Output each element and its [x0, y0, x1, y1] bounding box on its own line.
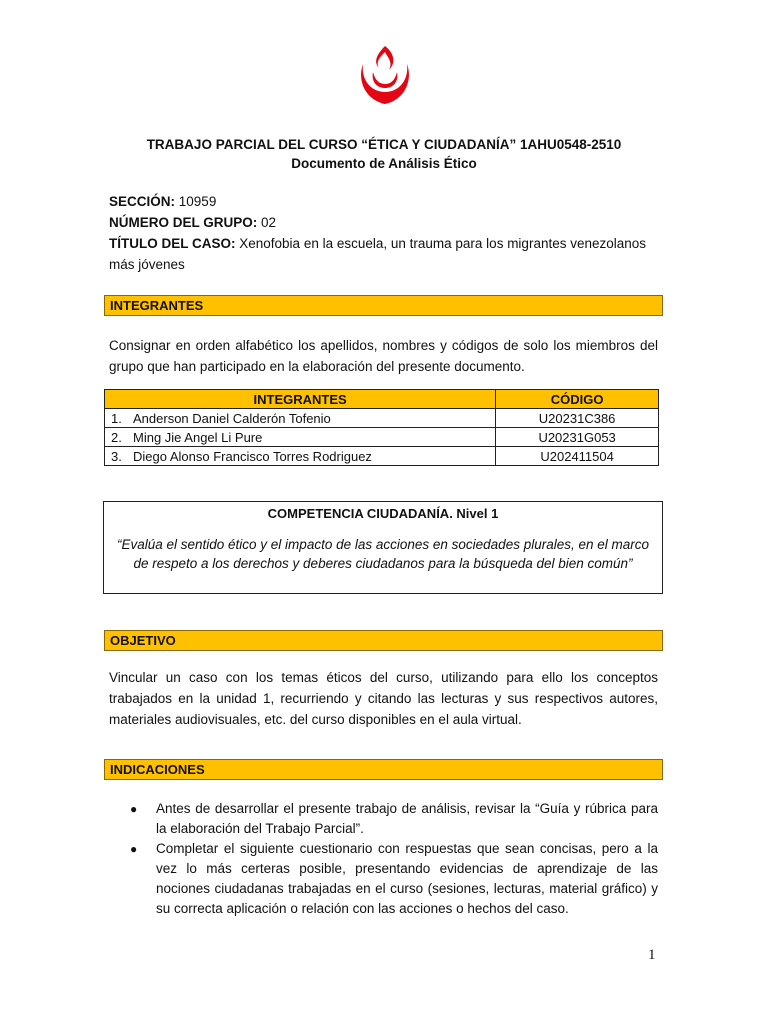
bullet-icon: ● — [130, 802, 138, 816]
seccion-label: SECCIÓN: — [109, 194, 176, 209]
indicaciones-list — [130, 799, 658, 919]
titulo-label: TÍTULO DEL CASO: — [109, 236, 236, 251]
titulo-value: Xenofobia en la escuela, un trauma para los migrantes venezolanos más jóvenes — [109, 236, 647, 272]
integrantes-instructions: Consignar en orden alfabético los apellidos, nombres y códigos de solo los miembros del grupo que han participado en la elaboración del presente documento. — [109, 338, 658, 374]
bullet-icon: ● — [130, 842, 138, 856]
members-table — [104, 389, 659, 466]
competencia-title: COMPETENCIA CIUDADANÍA. Nivel 1 — [267, 506, 499, 521]
seccion-value: 10959 — [178, 194, 217, 209]
list-item — [130, 799, 658, 839]
document-subtitle: Documento de Análisis Ético — [291, 156, 477, 171]
list-item-text: Completar el siguiente cuestionario con respuestas que sean concisas, pero a la vez lo más certeras posible, presentando evidencias de aprendizaje de las nociones ciudadanas trabajadas en el curso (sesiones, lecturas, material gráfico) y su correcta aplicación o relación con las acciones o hechos del caso. — [156, 841, 658, 916]
row-number: 3. — [111, 448, 122, 464]
table-row — [105, 447, 659, 466]
seccion-line — [109, 191, 669, 212]
member-name-cell — [105, 409, 496, 428]
member-name: Anderson Daniel Calderón Tofenio — [133, 410, 331, 426]
document-title: TRABAJO PARCIAL DEL CURSO “ÉTICA Y CIUDADANÍA” 1AHU0548-2510 — [146, 137, 622, 152]
member-name: Ming Jie Angel Li Pure — [133, 429, 263, 445]
row-number: 1. — [111, 410, 122, 426]
table-header-row — [105, 390, 659, 409]
objetivo-text: Vincular un caso con los temas éticos del curso, utilizando para ello los conceptos trabajados en la unidad 1, recurriendo y citando las lecturas y sus respectivos autores, materiales audiovisuales, etc. del curso disponibles en el aula virtual. — [109, 670, 658, 727]
member-code: U20231G053 — [496, 428, 659, 447]
column-header-codigo: CÓDIGO — [496, 390, 659, 409]
titulo-line — [109, 233, 669, 275]
member-code: U202411504 — [496, 447, 659, 466]
integrantes-heading: INTEGRANTES — [104, 295, 663, 316]
column-header-integrantes: INTEGRANTES — [105, 390, 496, 409]
list-item — [130, 839, 658, 919]
grupo-value: 02 — [261, 215, 277, 230]
member-name-cell — [105, 447, 496, 466]
competencia-box — [103, 501, 663, 594]
competencia-text: “Evalúa el sentido ético y el impacto de las acciones en sociedades plurales, en el marco de respeto a los derechos y deberes ciudadanos para la búsqueda del bien común” — [116, 537, 650, 571]
objetivo-heading: OBJETIVO — [104, 630, 663, 651]
page-number: 1 — [648, 947, 656, 963]
university-logo-icon — [355, 44, 415, 108]
list-item-text: Antes de desarrollar el presente trabajo de análisis, revisar la “Guía y rúbrica para la elaboración del Trabajo Parcial”. — [156, 801, 658, 836]
table-row — [105, 428, 659, 447]
table-row — [105, 409, 659, 428]
grupo-label: NÚMERO DEL GRUPO: — [109, 215, 258, 230]
member-name: Diego Alonso Francisco Torres Rodriguez — [133, 448, 372, 464]
indicaciones-heading: INDICACIONES — [104, 759, 663, 780]
row-number: 2. — [111, 429, 122, 445]
grupo-line — [109, 212, 669, 233]
member-name-cell — [105, 428, 496, 447]
member-code: U20231C386 — [496, 409, 659, 428]
